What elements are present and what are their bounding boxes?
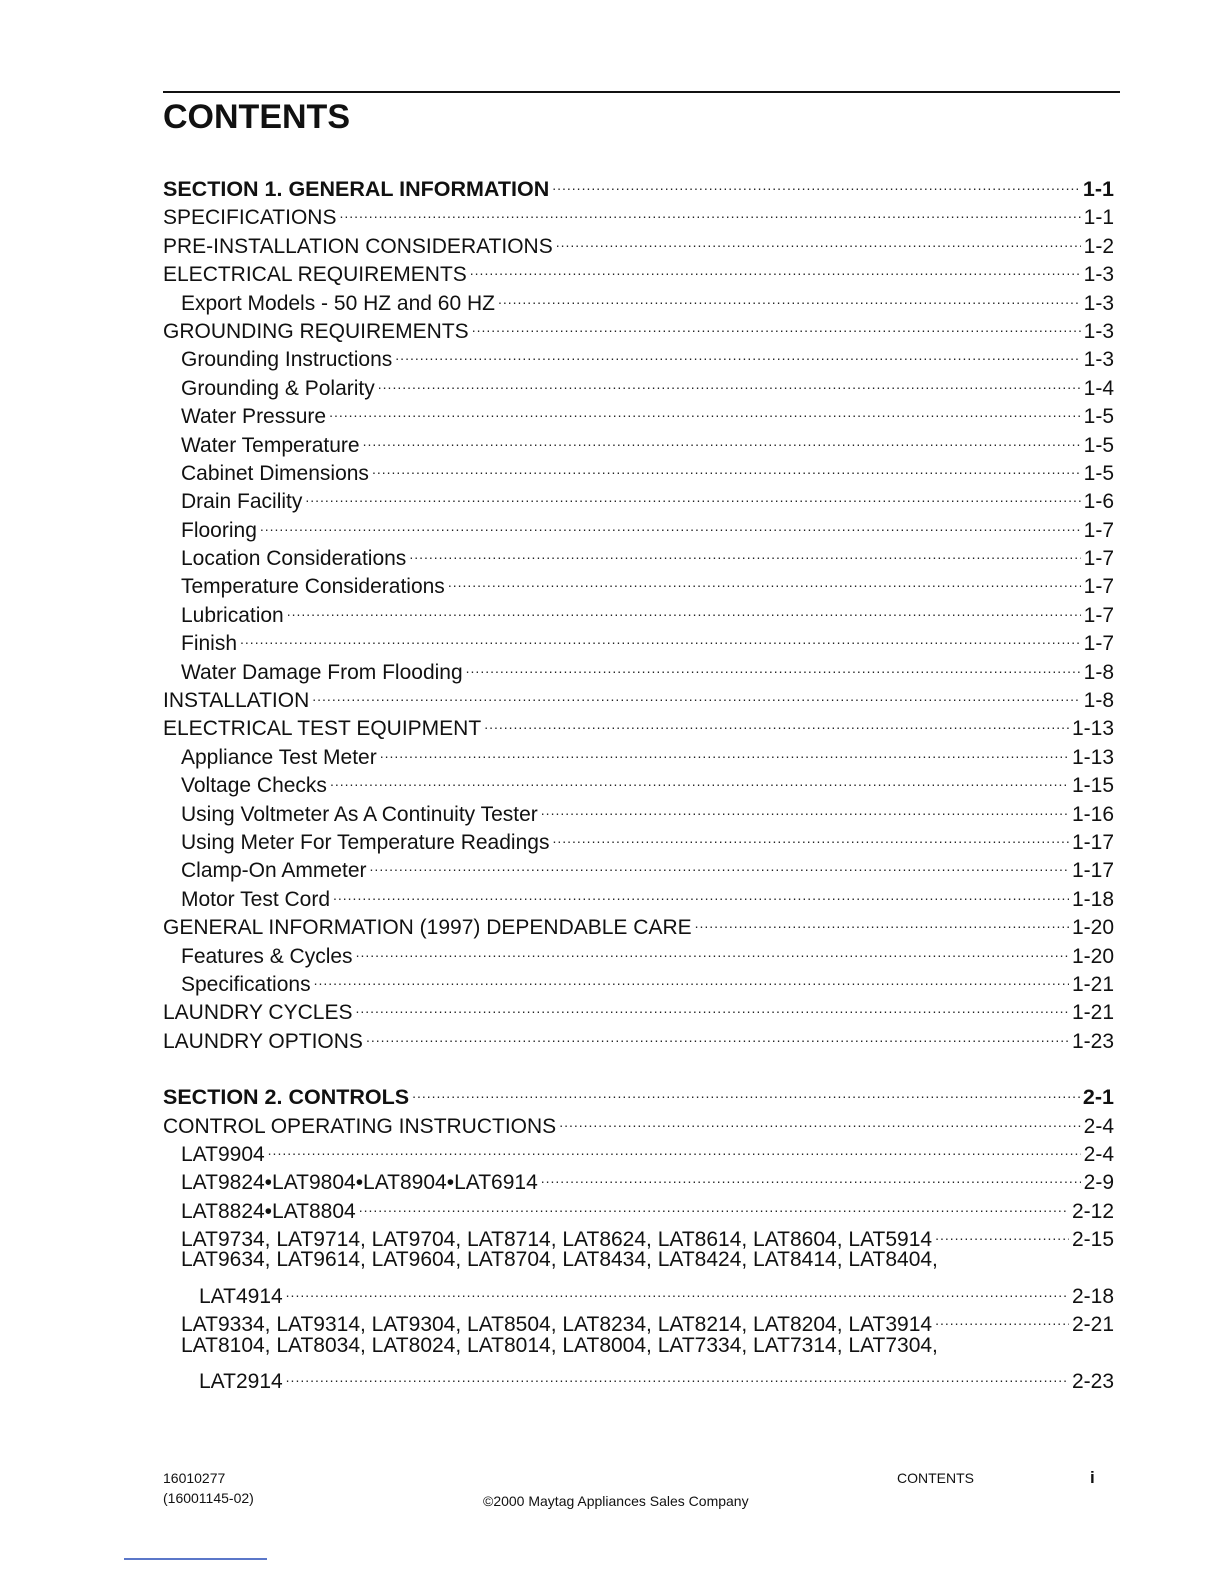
toc-entry-text: LAT9734, LAT9714, LAT9704, LAT8714, LAT8624, LAT8614, LAT8604, LAT5914 <box>181 1228 933 1252</box>
dot-leader <box>339 196 1080 224</box>
toc-entry-text: ELECTRICAL REQUIREMENTS <box>163 263 467 287</box>
dot-leader <box>552 168 1080 196</box>
toc-entry[interactable] <box>163 1360 1114 1394</box>
dot-leader <box>409 537 1080 565</box>
toc-entry-first-line[interactable]: LAT9634, LAT9614, LAT9604, LAT8704, LAT8434, LAT8424, LAT8414, LAT8404, <box>181 1248 938 1272</box>
toc-entry[interactable] <box>163 1133 1114 1166</box>
toc-page-ref: 2-21 <box>1071 1313 1114 1337</box>
dot-leader <box>260 509 1081 537</box>
toc-page-ref: 1-7 <box>1083 518 1114 542</box>
toc-page-ref: 1-5 <box>1083 433 1114 457</box>
toc-heading-text: SECTION 2. CONTROLS <box>163 1085 410 1110</box>
toc-page-ref: 1-20 <box>1071 944 1114 968</box>
toc-page-ref: 1-3 <box>1083 263 1114 287</box>
toc-page-ref: 1-7 <box>1083 603 1114 627</box>
toc-page-ref: 1-21 <box>1071 972 1114 996</box>
toc-entry-text: INSTALLATION <box>163 689 310 713</box>
toc-entry-text: Grounding & Polarity <box>181 376 375 400</box>
toc-entry-text: Cabinet Dimensions <box>181 461 369 485</box>
dot-leader <box>370 849 1069 877</box>
toc-entry-first-line[interactable]: LAT8104, LAT8034, LAT8024, LAT8014, LAT8004, LAT7334, LAT7314, LAT7304, <box>181 1333 938 1357</box>
toc-page-ref: 2-4 <box>1083 1142 1114 1166</box>
decorative-divider <box>124 1558 267 1560</box>
dot-leader <box>935 1218 1069 1246</box>
page-title: CONTENTS <box>163 98 350 136</box>
toc-page-ref: 1-1 <box>1082 177 1114 201</box>
dot-leader <box>363 424 1081 452</box>
toc-entry-text: Water Pressure <box>181 405 327 429</box>
footer-page-number: i <box>1090 1468 1095 1487</box>
toc-entry-text: Lubrication <box>181 603 284 627</box>
toc-page-ref: 2-9 <box>1083 1171 1114 1195</box>
toc-page-ref: 1-17 <box>1071 830 1114 854</box>
dot-leader <box>559 1105 1080 1133</box>
toc-entry-text: Water Damage From Flooding <box>181 660 463 684</box>
toc-entry[interactable] <box>163 1303 1114 1337</box>
toc-page-ref: 1-21 <box>1071 1001 1114 1025</box>
toc-entry-text: Features & Cycles <box>181 944 353 968</box>
dot-leader <box>330 764 1069 792</box>
dot-leader <box>380 736 1069 764</box>
toc-entry-text: CONTROL OPERATING INSTRUCTIONS <box>163 1114 557 1138</box>
toc-page-ref: 1-8 <box>1083 660 1114 684</box>
toc-page-ref: 1-5 <box>1083 405 1114 429</box>
toc-heading-text: SECTION 1. GENERAL INFORMATION <box>163 177 550 201</box>
dot-leader <box>286 1360 1069 1388</box>
dot-leader <box>448 565 1081 593</box>
toc-entry-text: LAUNDRY OPTIONS <box>163 1029 363 1053</box>
toc-entry-text: Voltage Checks <box>181 774 327 798</box>
toc-entry-text: SPECIFICATIONS <box>163 206 337 230</box>
dot-leader <box>498 282 1081 310</box>
toc-entry-text: ELECTRICAL TEST EQUIPMENT <box>163 717 482 741</box>
dot-leader <box>484 707 1069 735</box>
toc-page-ref: 1-20 <box>1071 916 1114 940</box>
toc-page-ref: 1-8 <box>1083 689 1114 713</box>
dot-leader <box>333 878 1069 906</box>
toc-entry-text: Using Meter For Temperature Readings <box>181 830 550 854</box>
dot-leader <box>556 225 1081 253</box>
toc-page-ref: 1-2 <box>1083 234 1114 258</box>
dot-leader <box>541 793 1069 821</box>
toc-page-ref: 1-17 <box>1071 859 1114 883</box>
toc-page-ref: 1-6 <box>1083 490 1114 514</box>
toc-section-2 <box>163 1076 1114 1394</box>
toc-entry-text: Export Models - 50 HZ and 60 HZ <box>181 291 495 315</box>
dot-leader <box>314 963 1069 991</box>
dot-leader <box>240 622 1081 650</box>
toc-entry-text: Location Considerations <box>181 547 407 571</box>
toc-page-ref: 1-3 <box>1083 348 1114 372</box>
dot-leader <box>329 395 1081 423</box>
toc-entry[interactable] <box>163 651 1114 684</box>
toc-entry-text: LAT8824•LAT8804 <box>181 1199 356 1223</box>
toc-entry[interactable] <box>163 1161 1114 1195</box>
toc-entry[interactable] <box>163 480 1114 514</box>
toc-page-ref: 2-12 <box>1071 1199 1114 1223</box>
toc-entry-text: Flooring <box>181 518 257 542</box>
toc-page-ref: 1-15 <box>1071 774 1114 798</box>
toc-page-ref: 2-23 <box>1071 1370 1114 1394</box>
toc-entry-text: Drain Facility <box>181 490 303 514</box>
toc-entry-text: LAUNDRY CYCLES <box>163 1001 353 1025</box>
toc-section-1 <box>163 168 1114 1053</box>
toc-page-ref: 1-18 <box>1071 887 1114 911</box>
dot-leader <box>305 480 1080 508</box>
dot-leader <box>466 651 1081 679</box>
dot-leader <box>552 821 1069 849</box>
toc-page-ref: 1-1 <box>1083 206 1114 230</box>
toc-page-ref: 1-7 <box>1083 547 1114 571</box>
toc-entry-text: Grounding Instructions <box>181 348 393 372</box>
toc-page-ref: 1-16 <box>1071 802 1114 826</box>
toc-entry[interactable] <box>163 537 1114 571</box>
dot-leader <box>286 1275 1069 1303</box>
footer-copyright: ©2000 Maytag Appliances Sales Company <box>483 1493 749 1509</box>
dot-leader <box>268 1133 1081 1161</box>
dot-leader <box>312 679 1080 707</box>
footer-section-label: CONTENTS <box>897 1470 974 1486</box>
toc-entry[interactable] <box>163 1275 1114 1308</box>
toc-section-heading[interactable] <box>163 168 1114 201</box>
dot-leader <box>359 1190 1069 1218</box>
table-of-contents <box>163 168 1114 1394</box>
toc-page-ref: 2-18 <box>1071 1284 1114 1308</box>
toc-entry-text: Water Temperature <box>181 433 360 457</box>
toc-entry-text: GENERAL INFORMATION (1997) DEPENDABLE CARE <box>163 916 692 940</box>
toc-page-ref: 1-5 <box>1083 461 1114 485</box>
dot-leader <box>355 991 1069 1019</box>
toc-entry-text: Temperature Considerations <box>181 575 445 599</box>
toc-entry-text: PRE-INSTALLATION CONSIDERATIONS <box>163 234 553 258</box>
toc-entry-text: Appliance Test Meter <box>181 745 377 769</box>
dot-leader <box>412 1076 1080 1104</box>
toc-entry-text: LAT9904 <box>181 1142 265 1166</box>
toc-entry-text: LAT4914 <box>199 1284 283 1308</box>
toc-page-ref: 2-4 <box>1083 1114 1114 1138</box>
toc-page-ref: 1-3 <box>1083 291 1114 315</box>
toc-entry-text: LAT9824•LAT9804•LAT8904•LAT6914 <box>181 1171 538 1195</box>
toc-entry-text: Finish <box>181 632 238 656</box>
dot-leader <box>472 310 1081 338</box>
toc-entry-text: Motor Test Cord <box>181 887 330 911</box>
dot-leader <box>695 906 1069 934</box>
dot-leader <box>541 1161 1081 1189</box>
footer-doc-numbers <box>163 1468 254 1508</box>
toc-entry-text: GROUNDING REQUIREMENTS <box>163 319 469 343</box>
dot-leader <box>372 452 1081 480</box>
toc-page-ref: 1-7 <box>1083 575 1114 599</box>
top-rule <box>163 91 1120 93</box>
dot-leader <box>287 594 1081 622</box>
toc-entry-text: Clamp-On Ammeter <box>181 859 367 883</box>
dot-leader <box>470 253 1081 281</box>
dot-leader <box>378 367 1081 395</box>
toc-page-ref: 1-13 <box>1071 717 1114 741</box>
toc-page-ref: 2-1 <box>1082 1085 1114 1110</box>
dot-leader <box>935 1303 1069 1331</box>
toc-entry[interactable] <box>163 594 1114 627</box>
toc-page-ref: 1-3 <box>1083 319 1114 343</box>
toc-page-ref: 2-15 <box>1071 1228 1114 1252</box>
dot-leader <box>366 1020 1069 1048</box>
dot-leader <box>356 935 1069 963</box>
toc-entry-text: Using Voltmeter As A Continuity Tester <box>181 802 538 826</box>
toc-entry-text: LAT9334, LAT9314, LAT9304, LAT8504, LAT8234, LAT8214, LAT8204, LAT3914 <box>181 1313 933 1337</box>
toc-entry-text: Specifications <box>181 972 311 996</box>
footer-doc-number: 16010277 <box>163 1470 226 1486</box>
toc-page-ref: 1-7 <box>1083 632 1114 656</box>
toc-page-ref: 1-13 <box>1071 745 1114 769</box>
toc-page-ref: 1-4 <box>1083 376 1114 400</box>
dot-leader <box>395 338 1080 366</box>
toc-entry[interactable] <box>163 509 1114 542</box>
toc-page-ref: 1-23 <box>1071 1029 1114 1053</box>
toc-section-heading[interactable] <box>163 1076 1114 1110</box>
footer-doc-number-alt: (16001145-02) <box>163 1490 254 1506</box>
toc-entry[interactable] <box>163 622 1114 656</box>
toc-entry-text: LAT2914 <box>199 1370 283 1394</box>
